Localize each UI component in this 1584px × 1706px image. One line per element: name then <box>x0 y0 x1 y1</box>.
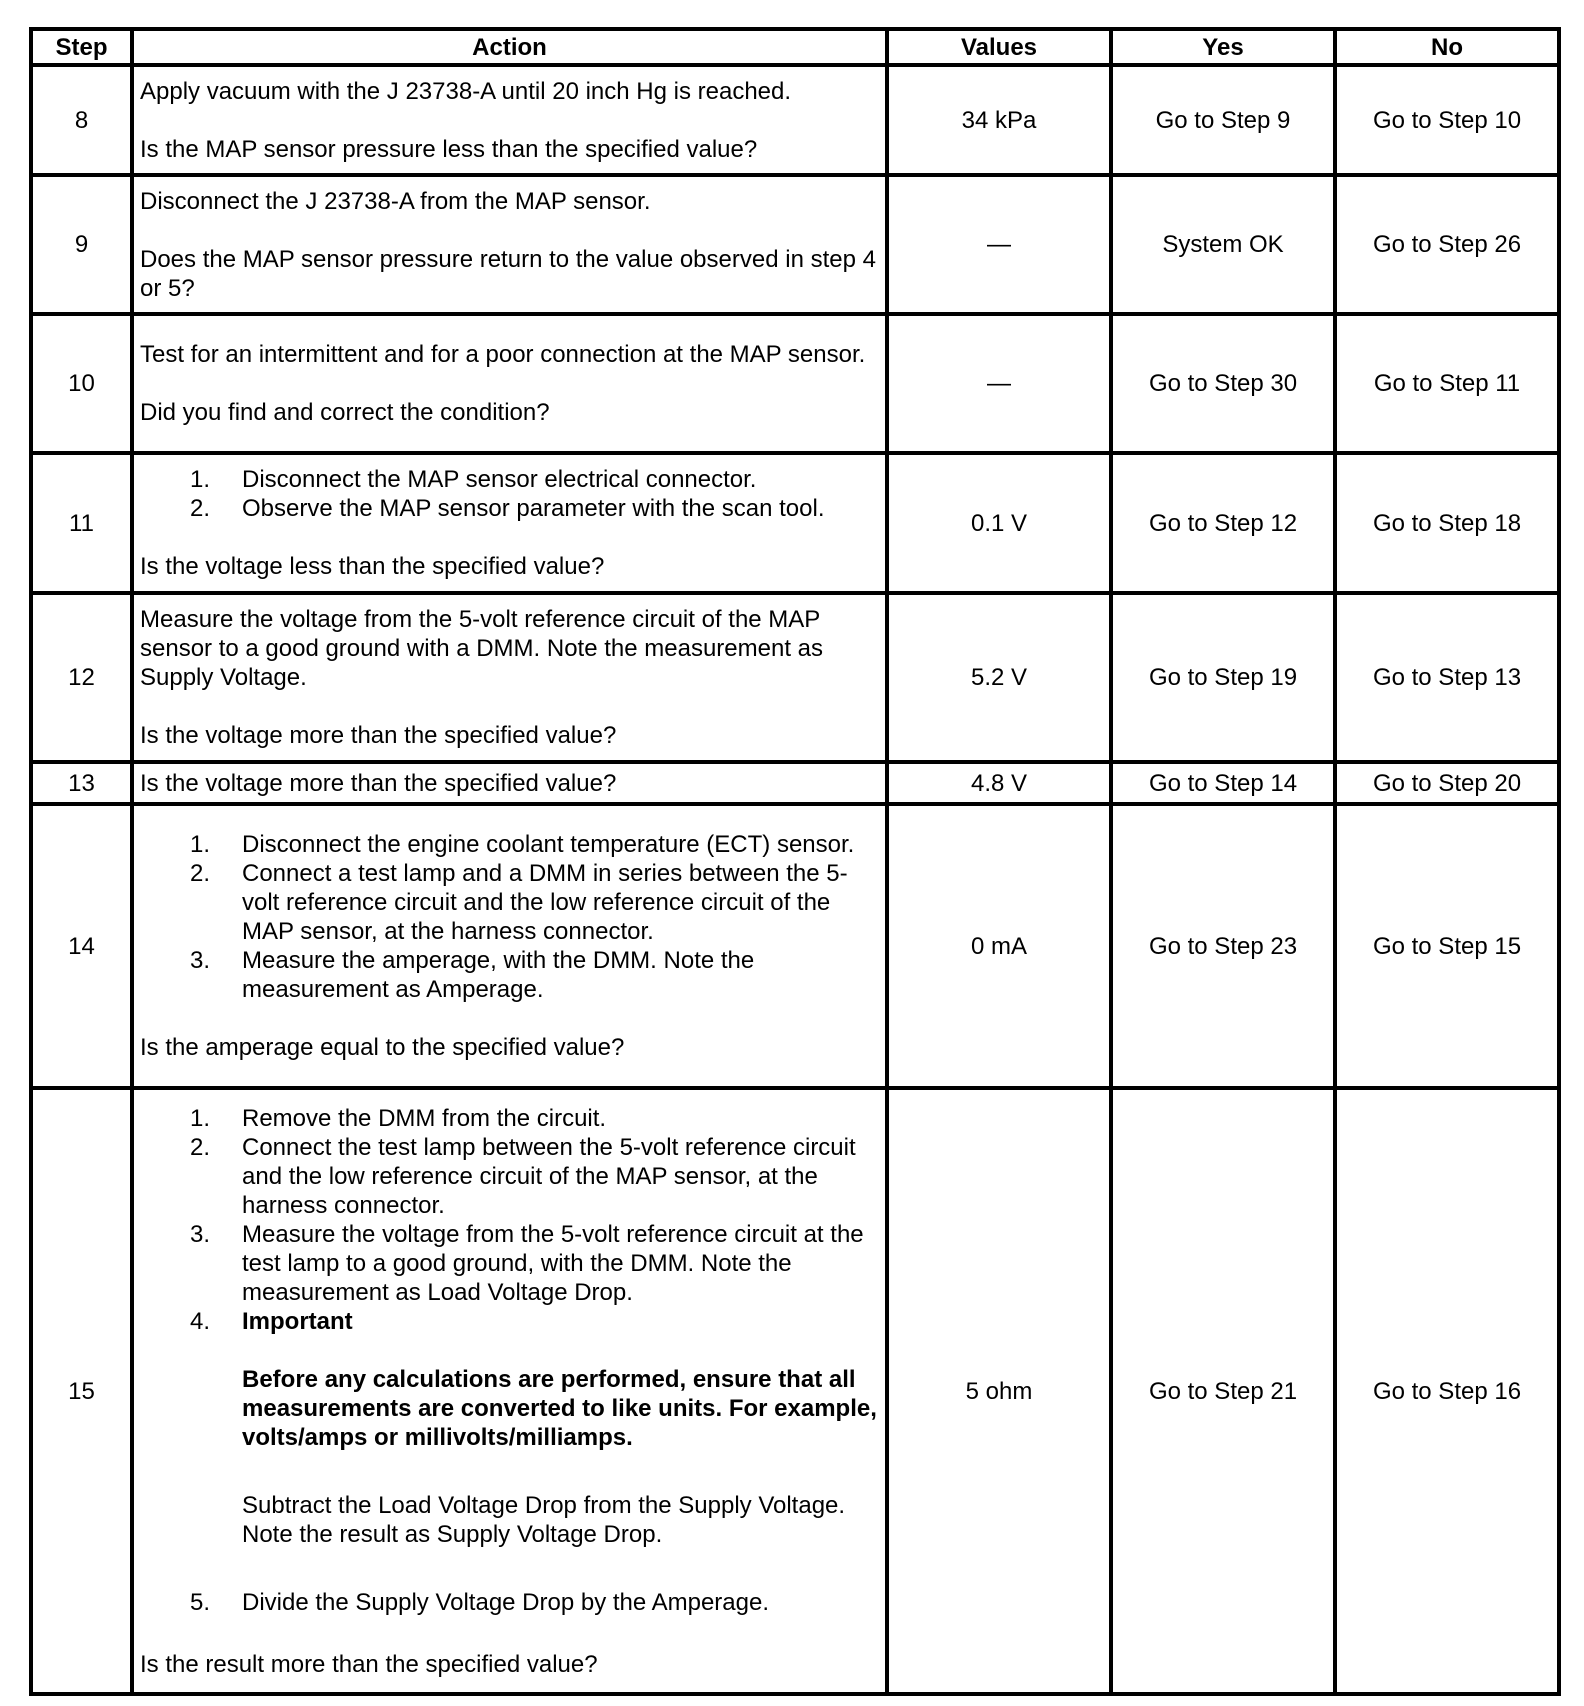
header-step: Step <box>31 29 132 65</box>
value-cell: 0 mA <box>887 804 1111 1088</box>
step-number: 10 <box>31 314 132 453</box>
action-question: Is the voltage more than the specified value? <box>140 769 617 797</box>
diagnostic-table <box>29 27 1561 1696</box>
list-item: 2. Observe the MAP sensor parameter with the scan tool. <box>190 495 825 522</box>
action-question: Is the voltage less than the specified value? <box>140 553 605 580</box>
no-cell: Go to Step 13 <box>1335 593 1559 762</box>
no-cell: Go to Step 10 <box>1335 65 1559 175</box>
action-question: Did you find and correct the condition? <box>140 399 550 426</box>
no-cell: Go to Step 16 <box>1335 1088 1559 1694</box>
list-item: 1. Remove the DMM from the circuit. <box>190 1104 607 1132</box>
action-text: Measure the voltage from the 5-volt reference circuit of the MAP sensor to a good ground with a DMM. Note the measurement as Supply Voltage. <box>140 606 824 691</box>
step-number: 11 <box>31 453 132 593</box>
numbered-list <box>140 465 879 523</box>
action-text: Test for an intermittent and for a poor connection at the MAP sensor. <box>140 341 866 368</box>
list-item: 4. Important Before any calculations are performed, ensure that all measurements are converted to like units. For example, volts/amps or millivolts/milliamps. Subtract the Load Voltage Drop from the Supply Voltage. Note the result as Supply Voltage Drop. <box>190 1307 879 1588</box>
action-question: Is the voltage more than the specified value? <box>140 722 617 749</box>
yes-cell: Go to Step 9 <box>1111 65 1335 175</box>
action-cell <box>132 762 887 804</box>
action-cell <box>132 175 887 314</box>
value-cell: 4.8 V <box>887 762 1111 804</box>
table-row-step-15 <box>31 1088 1559 1694</box>
action-cell <box>132 593 887 762</box>
yes-cell: Go to Step 30 <box>1111 314 1335 453</box>
table-row-step-14 <box>31 804 1559 1088</box>
numbered-list <box>140 830 879 1004</box>
yes-cell: Go to Step 12 <box>1111 453 1335 593</box>
list-item: 5. Divide the Supply Voltage Drop by the Amperage. <box>190 1588 769 1616</box>
header-values: Values <box>887 29 1111 65</box>
no-cell: Go to Step 15 <box>1335 804 1559 1088</box>
step-number: 15 <box>31 1088 132 1694</box>
important-label: Important <box>242 1307 353 1335</box>
action-cell <box>132 65 887 175</box>
no-cell: Go to Step 11 <box>1335 314 1559 453</box>
yes-cell: Go to Step 23 <box>1111 804 1335 1088</box>
yes-cell: Go to Step 19 <box>1111 593 1335 762</box>
important-note: Before any calculations are performed, ensure that all measurements are converted to like units. For example, volts/amps or millivolts/milliamps. <box>242 1365 877 1451</box>
list-item: 1. Disconnect the engine coolant temperature (ECT) sensor. <box>190 831 855 858</box>
action-text: Apply vacuum with the J 23738-A until 20 inch Hg is reached. <box>140 77 792 105</box>
table-row-step-13 <box>31 762 1559 804</box>
value-cell: 34 kPa <box>887 65 1111 175</box>
numbered-list <box>140 1104 879 1617</box>
header-row <box>31 29 1559 65</box>
action-question: Is the amperage equal to the specified value? <box>140 1034 625 1061</box>
list-item: 3. Measure the amperage, with the DMM. Note the measurement as Amperage. <box>190 947 755 1003</box>
value-cell: 5 ohm <box>887 1088 1111 1694</box>
step-number: 8 <box>31 65 132 175</box>
value-cell: 5.2 V <box>887 593 1111 762</box>
table-row-step-12 <box>31 593 1559 762</box>
header-action: Action <box>132 29 887 65</box>
value-cell: — <box>887 314 1111 453</box>
action-cell <box>132 314 887 453</box>
list-item: 2. Connect a test lamp and a DMM in series between the 5-volt reference circuit and the low reference circuit of the MAP sensor, at the harness connector. <box>190 860 848 945</box>
step-number: 13 <box>31 762 132 804</box>
list-item: 3. Measure the voltage from the 5-volt reference circuit at the test lamp to a good ground, with the DMM. Note the measurement as Load Voltage Drop. <box>190 1220 864 1306</box>
list-item: 2. Connect the test lamp between the 5-volt reference circuit and the low reference circuit of the MAP sensor, at the harness connector. <box>190 1133 856 1219</box>
yes-cell: Go to Step 21 <box>1111 1088 1335 1694</box>
value-cell: — <box>887 175 1111 314</box>
no-cell: Go to Step 20 <box>1335 762 1559 804</box>
action-cell <box>132 453 887 593</box>
action-question: Does the MAP sensor pressure return to the value observed in step 4 or 5? <box>140 245 876 302</box>
action-text: Disconnect the J 23738-A from the MAP sensor. <box>140 187 651 215</box>
header-yes: Yes <box>1111 29 1335 65</box>
table-row-step-8 <box>31 65 1559 175</box>
action-cell <box>132 804 887 1088</box>
step-number: 14 <box>31 804 132 1088</box>
header-no: No <box>1335 29 1559 65</box>
step-number: 12 <box>31 593 132 762</box>
subtract-note: Subtract the Load Voltage Drop from the Supply Voltage. Note the result as Supply Voltage Drop. <box>242 1491 846 1548</box>
no-cell: Go to Step 26 <box>1335 175 1559 314</box>
table-row-step-10 <box>31 314 1559 453</box>
yes-cell: Go to Step 14 <box>1111 762 1335 804</box>
value-cell: 0.1 V <box>887 453 1111 593</box>
action-question: Is the MAP sensor pressure less than the specified value? <box>140 135 758 163</box>
action-question: Is the result more than the specified value? <box>140 1650 598 1678</box>
table-row-step-9 <box>31 175 1559 314</box>
list-item: 1. Disconnect the MAP sensor electrical connector. <box>190 466 757 493</box>
action-cell <box>132 1088 887 1694</box>
step-number: 9 <box>31 175 132 314</box>
no-cell: Go to Step 18 <box>1335 453 1559 593</box>
table-row-step-11 <box>31 453 1559 593</box>
yes-cell: System OK <box>1111 175 1335 314</box>
